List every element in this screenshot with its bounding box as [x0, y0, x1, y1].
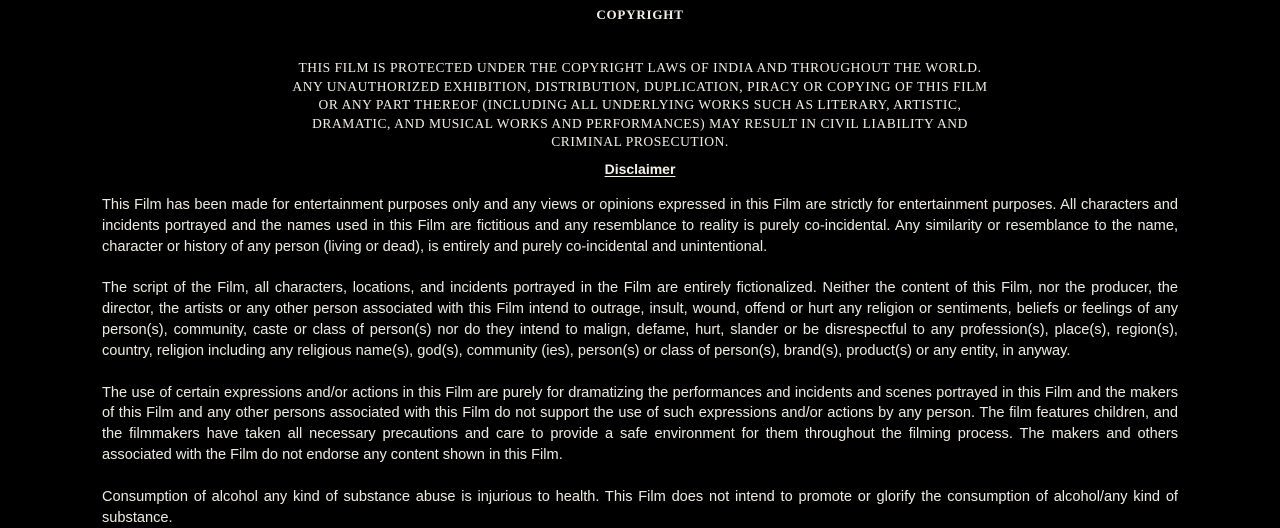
- copyright-title: COPYRIGHT: [596, 7, 684, 22]
- disclaimer-heading: Disclaimer: [604, 160, 676, 177]
- disclaimer-paragraph: Consumption of alcohol any kind of substance abuse is injurious to health. This Film does not intend to promote or glorify the consumption of alcohol/any kind of substance.: [102, 488, 1178, 526]
- copyright-line: CRIMINAL PROSECUTION.: [551, 134, 729, 150]
- copyright-notice: [0, 59, 1280, 152]
- copyright-line: ANY UNAUTHORIZED EXHIBITION, DISTRIBUTION, DUPLICATION, PIRACY OR COPYING OF THIS FILM: [292, 78, 988, 94]
- copyright-line: DRAMATIC, AND MUSICAL WORKS AND PERFORMANCES) MAY RESULT IN CIVIL LIABILITY AND: [312, 115, 968, 131]
- disclaimer-paragraph: This Film has been made for entertainment purposes only and any views or opinions expressed in this Film are strictly for entertainment purposes. All characters and incidents portrayed and the names used in this Film are fictitious and any resemblance to reality is purely co-incidental. Any similarity or resemblance to the name, character or history of any person (living or dead), is entirely and purely co-incidental and unintentional.: [102, 196, 1178, 255]
- disclaimer-body: [102, 177, 1178, 528]
- copyright-line: THIS FILM IS PROTECTED UNDER THE COPYRIGHT LAWS OF INDIA AND THROUGHOUT THE WORLD.: [298, 60, 982, 75]
- copyright-line: OR ANY PART THEREOF (INCLUDING ALL UNDERLYING WORKS SUCH AS LITERARY, ARTISTIC,: [318, 97, 962, 113]
- disclaimer-paragraph: The script of the Film, all characters, locations, and incidents portrayed in the Film are entirely fictionalized. Neither the content of this Film, nor the producer, the director, the artists or any other person associated with this Film intend to outrage, insult, wound, offend or hurt any religion or sentiments, beliefs or feelings of any person(s), community, caste or class of person(s) nor do they intend to malign, defame, hurt, slander or be disrespectful to any profession(s), place(s), region(s), country, religion including any religious name(s), god(s), community (ies), person(s) or class of person(s), brand(s), product(s) or any entity, in anyway.: [102, 280, 1178, 359]
- disclaimer-paragraph: The use of certain expressions and/or actions in this Film are purely for dramatizing the performances and incidents and scenes portrayed in this Film and the makers of this Film and any other persons associated with this Film do not support the use of such expressions and/or actions by any person. The film features children, and the filmmakers have taken all necessary precautions and care to provide a safe environment for them throughout the filming process. The makers and others associated with the Film do not endorse any content shown in this Film.: [102, 384, 1178, 463]
